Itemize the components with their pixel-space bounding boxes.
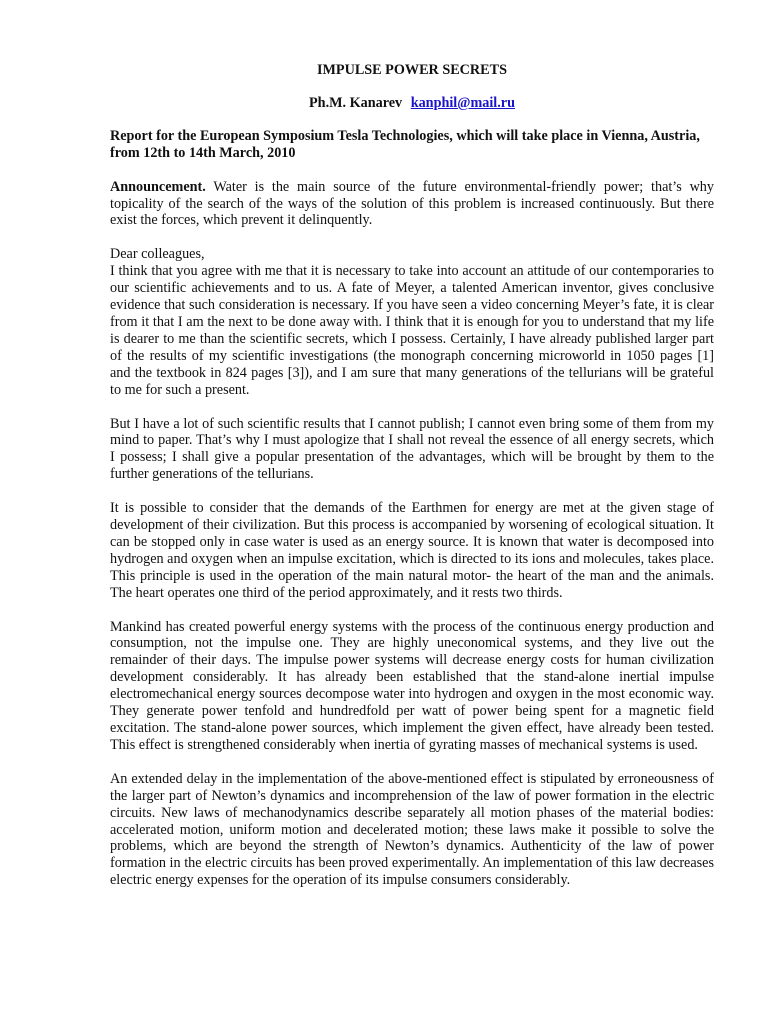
body-paragraph: I think that you agree with me that it is necessary to take into account an attitude of our contemporaries to our scientific achievements and to us. A fate of Meyer, a talented American inventor, gives conclusive evidence that such consideration is necessary. If you have seen a video concerning Meyer’s fate, it is clear from it that I am the next to be done away with. I think that it is enough for you to understand that my life is dearer to me than the scientific secrets, which I possess. Certainly, I have already published larger part of the results of my scientific investigations (the monograph concerning microworld in 1050 pages [1] and the textbook in 824 pages [3]), and I am sure that many generations of the tellurians will be grateful to me for such a present. [110, 263, 714, 398]
salutation: Dear colleagues, [110, 246, 205, 263]
author-name: Ph.M. Kanarev [309, 94, 403, 111]
body-paragraph: It is possible to consider that the demands of the Earthmen for energy are met at the given stage of development of their civilization. But this process is accompanied by worsening of ecological situation. It can be stopped only in case water is used as an energy source. It is known that water is decomposed into hydrogen and oxygen when an impulse excitation, which is directed to its ions and molecules, takes place. This principle is used in the operation of the main natural motor- the heart of the man and the animals. The heart operates one third of the period approximately, and it rests two thirds. [110, 500, 714, 601]
document-title: IMPULSE POWER SECRETS [317, 62, 507, 78]
document-page [110, 62, 714, 906]
body-paragraph: But I have a lot of such scientific results that I cannot publish; I cannot even bring some of them from my mind to paper. That’s why I must apologize that I shall not reveal the essence of all energy secrets, which I possess; I shall give a popular presentation of the advantages, which will be brought by them to the further generations of the tellurians. [110, 415, 714, 483]
body-paragraph: An extended delay in the implementation of the above-mentioned effect is stipulated by erroneousness of the larger part of Newton’s dynamics and incomprehension of the law of power formation in the electric circuits. New laws of mechanodynamics describe separately all motion phases of the material bodies: accelerated motion, uniform motion and decelerated motion; these laws make it possible to solve the problems, which are beyond the strength of Newton’s dynamics. Authenticity of the law of power formation in the electric circuits has been proved experimentally. An implementation of this law decreases electric energy expenses for the operation of its impulse consumers considerably. [110, 770, 714, 889]
report-heading: Report for the European Symposium Tesla Technologies, which will take place in Vienna, Austria, from 12th to 14th March, 2010 [110, 127, 700, 161]
announcement-label: Announcement. [110, 178, 206, 195]
announcement-paragraph [110, 179, 714, 230]
announcement-text: Water is the main source of the future environmental-friendly power; that’s why topicality of the search of the ways of the solution of this problem is increased continuously. But there exist the forces, which prevent it delinquently. [110, 178, 714, 229]
author-email-link[interactable]: kanphil@mail.ru [410, 94, 515, 111]
author-line [110, 95, 714, 112]
body-paragraph: Mankind has created powerful energy systems with the process of the continuous energy production and consumption, not the impulse one. They are highly uneconomical systems, and they live out the remainder of their days. The impulse power systems will decrease energy costs for human civilization development considerably. It has already been established that the stand-alone inertial impulse electromechanical energy sources decompose water into hydrogen and oxygen in the most economic way. They generate power tenfold and hundredfold per watt of power being spent for a magnetic field excitation. The stand-alone power sources, which implement the given effect, have already been tested. This effect is strengthened considerably when inertia of gyrating masses of mechanical systems is used. [110, 618, 714, 753]
